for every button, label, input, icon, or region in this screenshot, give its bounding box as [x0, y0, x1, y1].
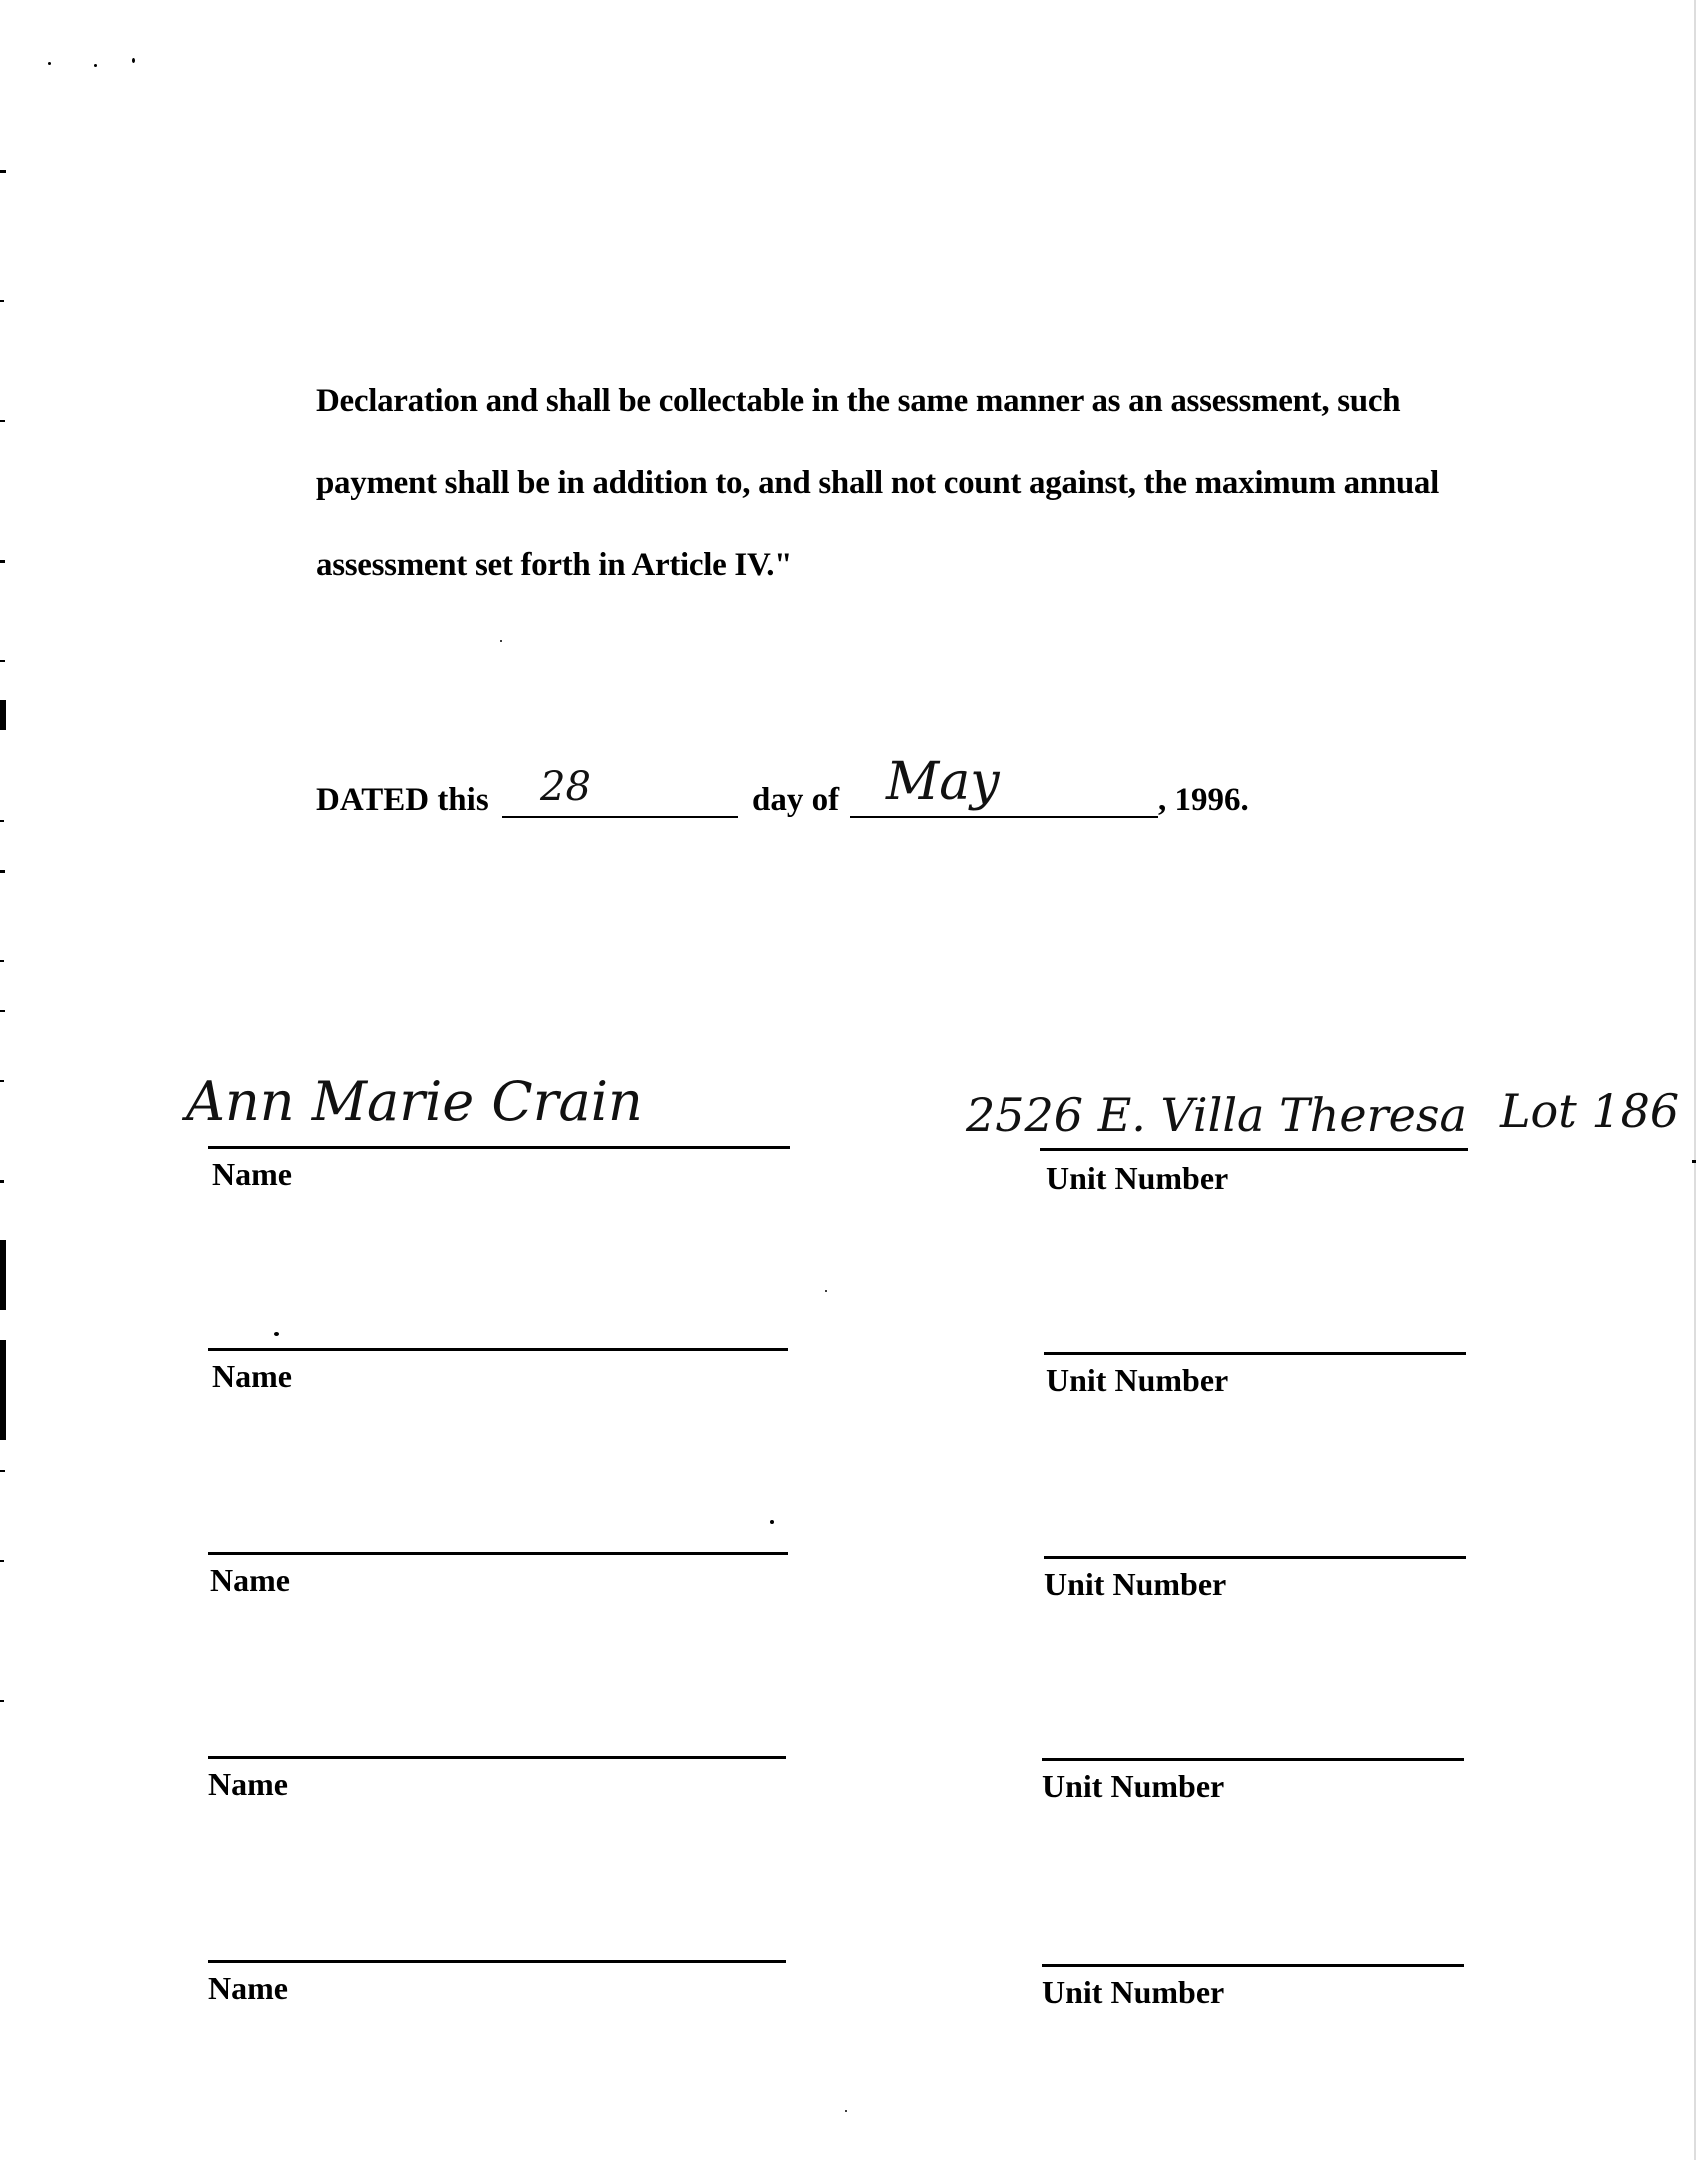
dated-middle: day of [752, 782, 840, 818]
name-signature-line [208, 1756, 786, 1759]
unit-number-label: Unit Number [1042, 1974, 1225, 2010]
signature-row-3 [0, 1484, 1696, 1604]
unit-number-label: Unit Number [1042, 1768, 1225, 1804]
name-signature-line [208, 1348, 788, 1351]
unit-number-line [1042, 1964, 1464, 1967]
day-handwritten: 28 [540, 764, 591, 810]
name-label: Name [208, 1766, 288, 1802]
scan-speck [132, 58, 135, 63]
body-line-1: Declaration and shall be collectable in the same manner as an assessment, such [316, 383, 1401, 419]
name-label: Name [212, 1358, 292, 1394]
day-fill-line [502, 816, 738, 818]
unit-number-line [1044, 1352, 1466, 1355]
unit-extra-handwritten: Lot 186 [1500, 1084, 1680, 1138]
signature-row-4 [0, 1688, 1696, 1808]
body-line-2: payment shall be in addition to, and shall not count against, the maximum annual [316, 465, 1439, 501]
signature-row-1 [0, 1070, 1696, 1196]
unit-handwritten: 2526 E. Villa Theresa [966, 1088, 1467, 1142]
name-signature-line [208, 1960, 786, 1963]
unit-number-line [1044, 1556, 1466, 1559]
dated-prefix: DATED this [316, 782, 489, 818]
signature-row-5 [0, 1892, 1696, 2012]
unit-number-line [1040, 1148, 1468, 1151]
name-signature-line [208, 1146, 790, 1149]
unit-number-label: Unit Number [1046, 1160, 1229, 1196]
dated-suffix: , 1996. [1158, 782, 1249, 818]
body-line-3: assessment set forth in Article IV." [316, 547, 793, 583]
scan-speck [825, 1290, 827, 1292]
unit-number-label: Unit Number [1046, 1362, 1229, 1398]
name-label: Name [212, 1156, 292, 1192]
scan-speck [48, 62, 51, 65]
scan-speck [770, 1520, 774, 1524]
scan-speck [274, 1332, 279, 1336]
scan-speck [94, 64, 97, 67]
body-paragraph [316, 360, 1456, 606]
unit-number-label: Unit Number [1044, 1566, 1227, 1602]
month-handwritten: May [886, 752, 1000, 812]
name-label: Name [208, 1970, 288, 2006]
scan-speck [845, 2110, 847, 2112]
signature-row-2 [0, 1280, 1696, 1400]
scan-speck [500, 640, 502, 642]
name-label: Name [210, 1562, 290, 1598]
name-signature-line [208, 1552, 788, 1555]
unit-number-line [1042, 1758, 1464, 1761]
month-fill-line [850, 816, 1158, 818]
name-handwritten: Ann Marie Crain [186, 1070, 643, 1133]
